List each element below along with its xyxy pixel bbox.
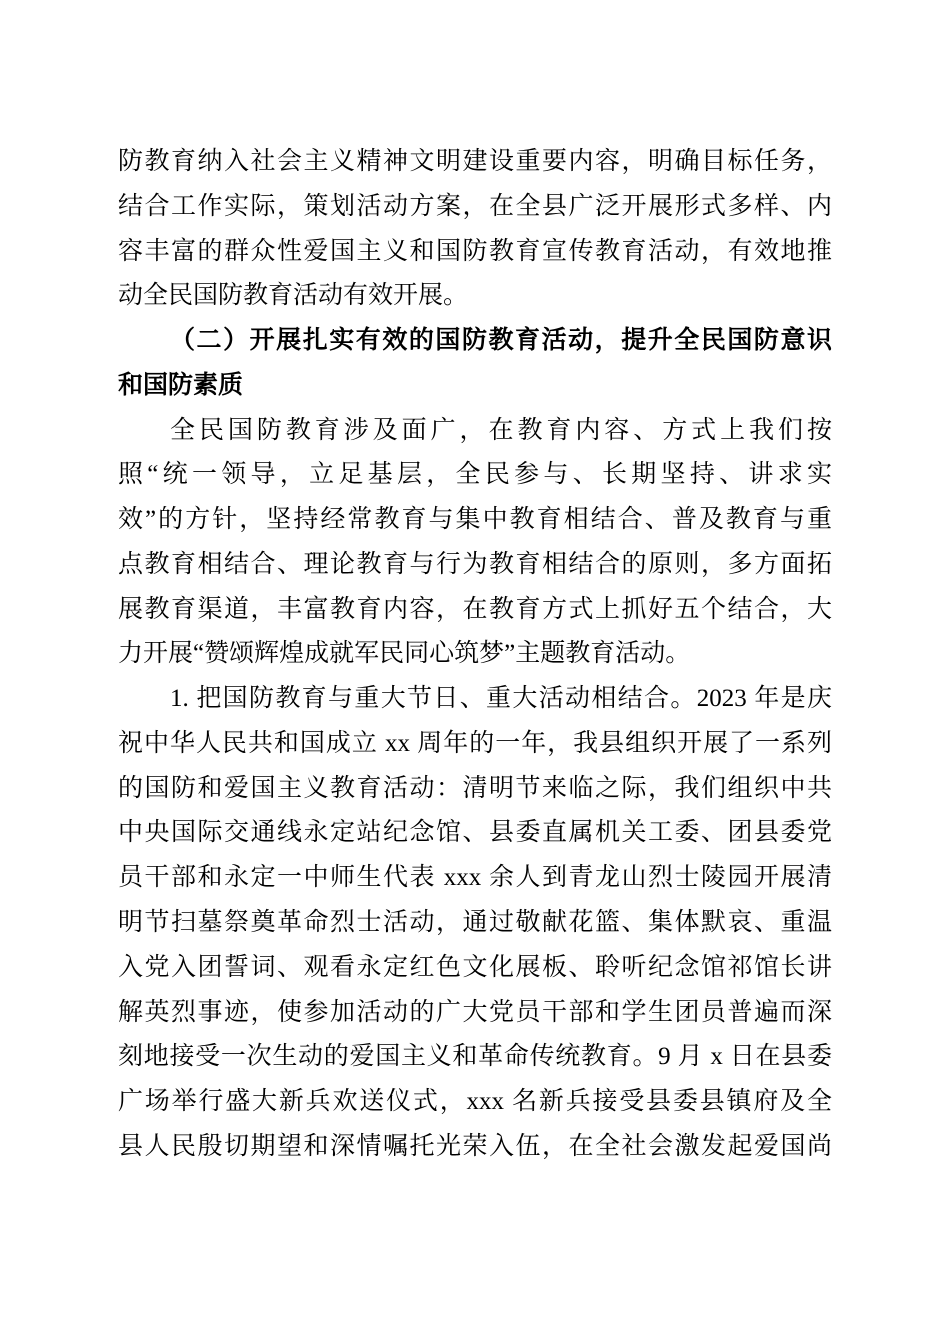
- text-line: 点教育相结合、理论教育与行为教育相结合的原则，多方面拓: [118, 550, 832, 578]
- section-heading: [118, 319, 832, 409]
- paragraph: [118, 409, 832, 678]
- text-line: （二）开展扎实有效的国防教育活动，提升全民国防意识: [170, 327, 832, 355]
- text-line: 刻地接受一次生动的爱国主义和革命传统教育。9 月 x 日在县委: [118, 1043, 832, 1071]
- text-line: 中央国际交通线永定站纪念馆、县委直属机关工委、团县委党: [118, 819, 832, 847]
- paragraph: [118, 677, 832, 1169]
- text-line: 动全民国防教育活动有效开展。: [118, 282, 469, 310]
- text-line: 展教育渠道，丰富教育内容，在教育方式上抓好五个结合，大: [118, 595, 832, 623]
- text-line: 照“统一领导，立足基层，全民参与、长期坚持、讲求实: [118, 461, 832, 489]
- text-line: 入党入团誓词、观看永定红色文化展板、聆听纪念馆祁馆长讲: [118, 953, 832, 981]
- text-line: 和国防素质: [118, 371, 244, 399]
- text-line: 员干部和永定一中师生代表 xxx 余人到青龙山烈士陵园开展清: [118, 864, 832, 892]
- text-line: 结合工作实际，策划活动方案，在全县广泛开展形式多样、内: [118, 192, 832, 220]
- text-line: 全民国防教育涉及面广，在教育内容、方式上我们按: [170, 416, 832, 444]
- text-line: 力开展“赞颂辉煌成就军民同心筑梦”主题教育活动。: [118, 640, 691, 668]
- text-line: 祝中华人民共和国成立 xx 周年的一年，我县组织开展了一系列: [118, 729, 832, 757]
- paragraph: [118, 140, 832, 319]
- text-line: 防教育纳入社会主义精神文明建设重要内容，明确目标任务，: [118, 148, 832, 175]
- text-line: 解英烈事迹，使参加活动的广大党员干部和学生团员普遍而深: [118, 998, 832, 1026]
- text-line: 县人民殷切期望和深情嘱托光荣入伍，在全社会激发起爱国尚: [118, 1132, 832, 1160]
- text-line: 明节扫墓祭奠革命烈士活动，通过敬献花篮、集体默哀、重温: [118, 909, 832, 937]
- text-line: 1. 把国防教育与重大节日、重大活动相结合。2023 年是庆: [170, 685, 832, 713]
- text-line: 效”的方针，坚持经常教育与集中教育相结合、普及教育与重: [118, 506, 832, 534]
- text-line: 的国防和爱国主义教育活动：清明节来临之际，我们组织中共: [118, 774, 832, 802]
- text-line: 容丰富的群众性爱国主义和国防教育宣传教育活动，有效地推: [118, 237, 832, 265]
- document-content: [118, 140, 832, 1170]
- text-line: 广场举行盛大新兵欢送仪式，xxx 名新兵接受县委县镇府及全: [118, 1088, 832, 1116]
